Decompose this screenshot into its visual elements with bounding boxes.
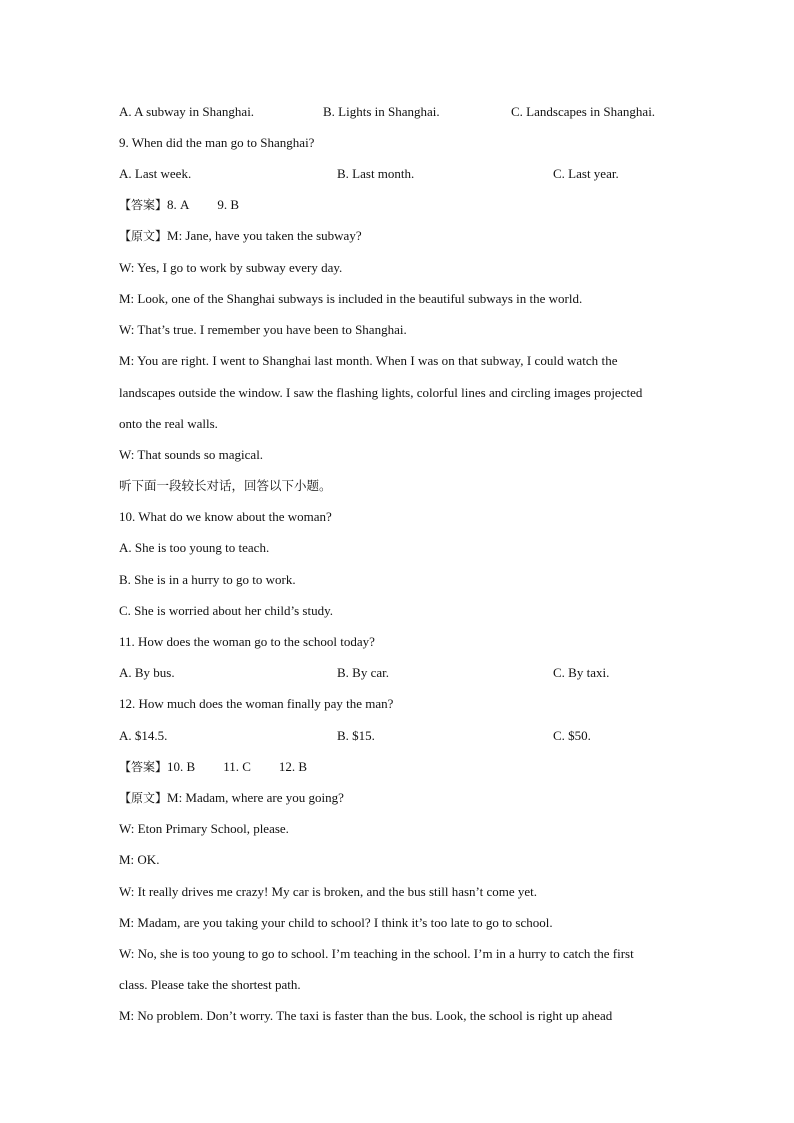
q12-question: 12. How much does the woman finally pay the man?	[119, 696, 394, 711]
q9-question: 9. When did the man go to Shanghai?	[119, 135, 315, 150]
q8-option-b: B. Lights in Shanghai.	[323, 104, 440, 119]
q12-option-c: C. $50.	[553, 728, 591, 743]
q11-option-b: B. By car.	[337, 665, 389, 680]
answer-item: 11. C	[223, 759, 251, 774]
q11-option-a: A. By bus.	[119, 665, 175, 680]
q8-option-c: C. Landscapes in Shanghai.	[511, 104, 656, 119]
answer-tag: 【答案】	[119, 198, 168, 212]
answer-item: 10. B	[167, 759, 196, 774]
q9-option-c: C. Last year.	[553, 166, 619, 181]
q10-option-b: B. She is in a hurry to go to work.	[119, 572, 296, 587]
transcript-line: onto the real walls.	[119, 416, 218, 431]
transcript-line: W: Yes, I go to work by subway every day.	[119, 260, 343, 275]
q11-option-c: C. By taxi.	[553, 665, 610, 680]
answer-tag: 【答案】	[119, 760, 168, 774]
transcript-line: 【原文】M: Madam, where are you going?	[119, 790, 344, 805]
q9-option-a: A. Last week.	[119, 166, 192, 181]
transcript-line: landscapes outside the window. I saw the flashing lights, colorful lines and circling images projected	[119, 385, 643, 400]
q10-option-c: C. She is worried about her child’s study.	[119, 603, 333, 618]
transcript-tag: 【原文】	[119, 791, 168, 805]
transcript-line: 【原文】M: Jane, have you taken the subway?	[119, 228, 362, 243]
transcript-line: M: Madam, are you taking your child to school? I think it’s too late to go to school.	[119, 915, 553, 930]
transcript-line: M: No problem. Don’t worry. The taxi is faster than the bus. Look, the school is right up ahead	[119, 1008, 613, 1023]
transcript-line: class. Please take the shortest path.	[119, 977, 301, 992]
answer-block-2	[119, 758, 679, 776]
answer-item: 9. B	[217, 197, 240, 212]
transcript-line: W: Eton Primary School, please.	[119, 821, 289, 836]
answer-block-1	[119, 196, 679, 214]
transcript-line: W: It really drives me crazy! My car is broken, and the bus still hasn’t come yet.	[119, 884, 538, 899]
q12-option-b: B. $15.	[337, 728, 375, 743]
transcript-line: W: No, she is too young to go to school. I’m teaching in the school. I’m in a hurry to catch the first	[119, 946, 634, 961]
answer-item: 8. A	[167, 197, 190, 212]
q10-option-a: A. She is too young to teach.	[119, 540, 270, 555]
q10-question: 10. What do we know about the woman?	[119, 509, 332, 524]
q12-option-a: A. $14.5.	[119, 728, 168, 743]
transcript-line: W: That sounds so magical.	[119, 447, 264, 462]
q8-option-a: A. A subway in Shanghai.	[119, 104, 255, 119]
section-instruction: 听下面一段较长对话，回答以下小题。	[119, 478, 332, 493]
answer-item: 12. B	[278, 759, 308, 774]
transcript-line: M: Look, one of the Shanghai subways is included in the beautiful subways in the world.	[119, 291, 583, 306]
transcript-line: M: You are right. I went to Shanghai last month. When I was on that subway, I could watch the	[119, 353, 618, 368]
q9-option-b: B. Last month.	[337, 166, 415, 181]
transcript-line: M: OK.	[119, 852, 160, 867]
transcript-line: W: That’s true. I remember you have been to Shanghai.	[119, 322, 407, 337]
q11-question: 11. How does the woman go to the school today?	[119, 634, 375, 649]
transcript-tag: 【原文】	[119, 229, 168, 243]
